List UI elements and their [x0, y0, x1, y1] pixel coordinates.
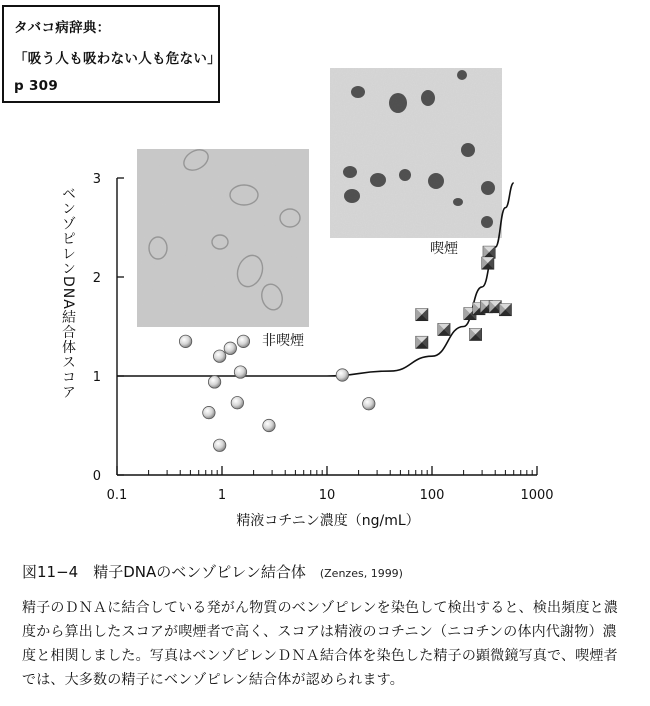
figure-caption-body: 精子のＤＮＡに結合している発がん物質のベンゾピレンを染色して検出すると、検出頻度と濃度から算出したスコアが喫煙者で高く、スコアは精液のコチニン（ニコチンの体内代謝物）濃度と相関しました。写真はベンゾピレンＤＮＡ結合体を染色した精子の顕微鏡写真で、喫煙者では、大多数の精子にベンゾピレン結合体が認められます。: [22, 600, 619, 688]
x-tick-label: 100: [419, 488, 445, 503]
x-tick-label: 1: [217, 488, 227, 503]
nonsmoker-point: [208, 376, 220, 388]
smoker-point: [470, 328, 482, 340]
smoker-point: [438, 323, 450, 335]
x-axis-label: 精液コチニン濃度（ng/mL）: [236, 513, 420, 529]
nonsmoker-point: [224, 342, 236, 354]
y-axis-label: ベンゾピレンDNA結合体スコア: [60, 186, 76, 400]
caption-citation: (Zenzes, 1999): [319, 567, 403, 580]
nonsmoker-point: [363, 398, 375, 410]
x-tick-label: 1000: [520, 488, 554, 503]
reference-page: p 309: [14, 78, 59, 94]
nonsmoker-point: [213, 350, 225, 362]
nonsmoker-point: [213, 439, 225, 451]
nonsmoker-point: [237, 335, 249, 347]
smoker-point: [499, 304, 511, 316]
nonsmoker-point: [231, 397, 243, 409]
x-tick-label: 10: [318, 488, 336, 503]
caption-title-text: 図11−4 精子DNAのベンゾピレン結合体: [22, 563, 306, 581]
y-tick-label: 1: [92, 370, 101, 385]
nonsmoker-point: [234, 366, 246, 378]
figure-caption-title: [22, 561, 403, 582]
x-tick-label: 0.1: [106, 488, 128, 503]
smoker-annotation: 喫煙: [430, 241, 458, 257]
reference-box: [2, 5, 220, 103]
smoker-point: [483, 246, 495, 258]
nonsmoker-point: [263, 419, 275, 431]
nonsmoker-point: [336, 369, 348, 381]
reference-subtitle: 「吸う人も吸わない人も危ない」: [14, 51, 221, 67]
nonsmoker-point: [203, 406, 215, 418]
nonsmoker-series: [179, 335, 375, 451]
y-tick-label: 0: [92, 469, 101, 484]
smoker-micrograph: [330, 68, 502, 238]
nonsmoker-micrograph: [137, 146, 309, 327]
smoker-point: [482, 257, 494, 269]
y-tick-label: 2: [92, 271, 101, 286]
nonsmoker-point: [179, 335, 191, 347]
reference-title: タバコ病辞典：: [14, 20, 111, 36]
smoker-point: [416, 336, 428, 348]
smoker-series: [416, 246, 512, 348]
y-tick-label: 3: [92, 172, 101, 187]
smoker-point: [416, 309, 428, 321]
nonsmoker-annotation: 非喫煙: [262, 333, 304, 349]
